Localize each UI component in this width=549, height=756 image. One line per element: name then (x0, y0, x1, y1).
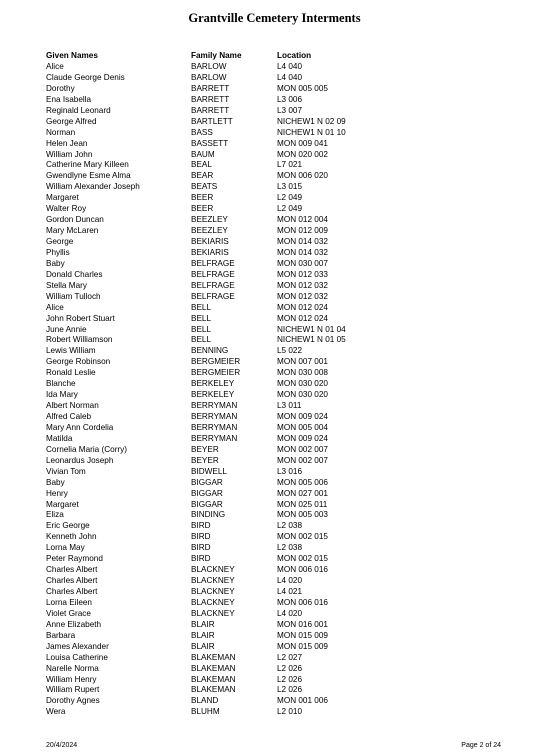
table-row (0, 139, 549, 150)
location-cell: NICHEW1 N 01 05 (277, 335, 346, 345)
location-cell: MON 030 020 (277, 390, 328, 400)
table-row (0, 379, 549, 390)
location-cell: MON 014 032 (277, 247, 328, 257)
given-name-cell: Lewis William (46, 346, 96, 356)
table-row (0, 675, 549, 686)
location-cell: MON 030 007 (277, 258, 328, 268)
location-cell: MON 012 033 (277, 269, 328, 279)
given-name-cell: Lorna Eileen (46, 597, 92, 607)
family-name-cell: BEYER (191, 455, 219, 465)
given-name-cell: Alice (46, 62, 64, 71)
table-row (0, 117, 549, 128)
table-row (0, 270, 549, 281)
table-row (0, 587, 549, 598)
header-location: Location (277, 51, 312, 60)
location-cell: L2 038 (277, 521, 303, 531)
family-name-cell: BERRYMAN (191, 422, 238, 432)
given-name-cell: Barbara (46, 630, 76, 640)
location-cell: MON 012 009 (277, 226, 328, 236)
table-row (0, 346, 549, 357)
family-name-cell: BARRETT (191, 105, 230, 115)
location-cell: MON 009 024 (277, 433, 328, 443)
family-name-cell: BERRYMAN (191, 401, 238, 411)
location-cell: L2 010 (277, 707, 303, 717)
family-name-cell: BLACKNEY (191, 565, 235, 575)
given-name-cell: Vivian Tom (46, 466, 86, 476)
table-row (0, 259, 549, 270)
given-name-cell: Baby (46, 258, 65, 268)
location-cell: NICHEW1 N 02 09 (277, 116, 346, 126)
given-name-cell: Charles Albert (46, 565, 98, 575)
location-cell: L5 022 (277, 346, 303, 356)
table-row (0, 521, 549, 532)
family-name-cell: BELL (191, 324, 212, 334)
location-cell: MON 020 002 (277, 149, 328, 159)
table-row (0, 303, 549, 314)
table-row (0, 335, 549, 346)
given-name-cell: Stella Mary (46, 280, 87, 290)
given-name-cell: James Alexander (46, 641, 109, 651)
location-cell: MON 001 006 (277, 696, 328, 706)
table-row (0, 368, 549, 379)
given-name-cell: William Tulloch (46, 291, 101, 301)
location-cell: L2 026 (277, 663, 303, 673)
family-name-cell: BIGGAR (191, 477, 223, 487)
family-name-cell: BIGGAR (191, 499, 223, 509)
location-cell: MON 027 001 (277, 488, 328, 498)
family-name-cell: BELFRAGE (191, 280, 235, 290)
given-name-cell: Robert Williamson (46, 335, 113, 345)
family-name-cell: BERRYMAN (191, 433, 238, 443)
table-row (0, 314, 549, 325)
family-name-cell: BIRD (191, 554, 211, 564)
table-row (0, 171, 549, 182)
given-name-cell: Charles Albert (46, 576, 98, 586)
family-name-cell: BEKIARIS (191, 247, 229, 257)
location-cell: MON 007 001 (277, 357, 328, 367)
family-name-cell: BELFRAGE (191, 258, 235, 268)
table-row (0, 237, 549, 248)
family-name-cell: BEER (191, 204, 214, 214)
location-cell: MON 012 024 (277, 302, 328, 312)
given-name-cell: Claude George Denis (46, 72, 125, 82)
given-name-cell: Phyllis (46, 247, 70, 257)
family-name-cell: BARRETT (191, 83, 230, 93)
given-name-cell: John Robert Stuart (46, 313, 115, 323)
family-name-cell: BIRD (191, 521, 211, 531)
location-cell: MON 002 015 (277, 554, 328, 564)
family-name-cell: BEER (191, 193, 214, 203)
location-cell: NICHEW1 N 01 04 (277, 324, 346, 334)
given-name-cell: Helen Jean (46, 138, 88, 148)
table-row (0, 565, 549, 576)
table-row (0, 150, 549, 161)
location-cell: MON 005 006 (277, 477, 328, 487)
table-row (0, 401, 549, 412)
header-family-name: Family Name (191, 51, 242, 60)
table-row (0, 128, 549, 139)
table-row (0, 193, 549, 204)
family-name-cell: BEKIARIS (191, 237, 229, 246)
family-name-cell: BLACKNEY (191, 576, 235, 586)
family-name-cell: BEEZLEY (191, 226, 228, 236)
family-name-cell: BEEZLEY (191, 215, 228, 225)
location-cell: MON 005 005 (277, 83, 328, 93)
given-name-cell: Leonardus Joseph (46, 455, 114, 465)
family-name-cell: BINDING (191, 510, 226, 520)
family-name-cell: BELFRAGE (191, 269, 235, 279)
family-name-cell: BARLOW (191, 72, 227, 82)
given-name-cell: Mary Ann Cordelia (46, 422, 114, 432)
family-name-cell: BELFRAGE (191, 291, 235, 301)
location-cell: L2 027 (277, 652, 303, 662)
table-row (0, 707, 549, 718)
table-row (0, 543, 549, 554)
location-cell: MON 012 032 (277, 291, 328, 301)
family-name-cell: BEAR (191, 171, 214, 181)
family-name-cell: BLAKEMAN (191, 685, 236, 695)
table-row (0, 160, 549, 171)
given-name-cell: Anne Elizabeth (46, 619, 102, 629)
footer-page-number: Page 2 of 24 (461, 742, 501, 749)
family-name-cell: BARTLETT (191, 116, 233, 126)
location-cell: L4 040 (277, 72, 303, 82)
table-row (0, 226, 549, 237)
family-name-cell: BELL (191, 302, 212, 312)
family-name-cell: BLAND (191, 696, 219, 706)
family-name-cell: BLAIR (191, 619, 215, 629)
family-name-cell: BEAL (191, 160, 212, 170)
given-name-cell: Gwendlyne Esme Alma (46, 171, 131, 181)
table-row (0, 95, 549, 106)
location-cell: L2 049 (277, 204, 303, 214)
given-name-cell: Eliza (46, 510, 64, 520)
location-cell: MON 005 003 (277, 510, 328, 520)
table-row (0, 215, 549, 226)
location-cell: MON 009 041 (277, 138, 328, 148)
given-name-cell: Catherine Mary Killeen (46, 160, 129, 170)
table-row (0, 281, 549, 292)
given-name-cell: Kenneth John (46, 532, 97, 542)
table-row (0, 445, 549, 456)
family-name-cell: BIGGAR (191, 488, 223, 498)
table-row (0, 390, 549, 401)
given-name-cell: Peter Raymond (46, 554, 103, 564)
family-name-cell: BLACKNEY (191, 597, 235, 607)
location-cell: MON 012 024 (277, 313, 328, 323)
table-row (0, 500, 549, 511)
family-name-cell: BIRD (191, 532, 211, 542)
location-cell: L2 038 (277, 543, 303, 553)
family-name-cell: BELL (191, 313, 212, 323)
table-row (0, 510, 549, 521)
location-cell: L4 040 (277, 62, 303, 71)
location-cell: L4 021 (277, 587, 303, 596)
family-name-cell: BERKELEY (191, 379, 235, 389)
family-name-cell: BERGMEIER (191, 357, 241, 367)
table-row (0, 456, 549, 467)
location-cell: MON 009 024 (277, 412, 328, 421)
location-cell: L7 021 (277, 160, 303, 170)
location-cell: MON 002 007 (277, 455, 328, 465)
table-row (0, 685, 549, 696)
location-cell: MON 015 009 (277, 641, 328, 651)
page-title: Grantville Cemetery Interments (188, 11, 361, 25)
given-name-cell: Narelle Norma (46, 663, 99, 673)
table-row (0, 412, 549, 423)
family-name-cell: BAUM (191, 149, 215, 159)
table-row (0, 653, 549, 664)
location-cell: MON 015 009 (277, 630, 328, 640)
table-row (0, 576, 549, 587)
given-name-cell: Albert Norman (46, 401, 99, 411)
given-name-cell: Violet Grace (46, 608, 91, 618)
table-row (0, 696, 549, 707)
location-cell: MON 016 001 (277, 619, 328, 629)
given-name-cell: Ida Mary (46, 390, 78, 400)
given-name-cell: Donald Charles (46, 269, 103, 279)
table-row (0, 434, 549, 445)
family-name-cell: BERKELEY (191, 390, 235, 400)
location-cell: MON 006 016 (277, 565, 328, 575)
location-cell: MON 002 015 (277, 532, 328, 542)
given-name-cell: Walter Roy (46, 204, 87, 214)
family-name-cell: BLACKNEY (191, 608, 235, 618)
table-row (0, 598, 549, 609)
given-name-cell: Alfred Caleb (46, 412, 92, 421)
family-name-cell: BERGMEIER (191, 368, 241, 378)
given-name-cell: Dorothy Agnes (46, 696, 100, 706)
location-cell: MON 014 032 (277, 237, 328, 246)
family-name-cell: BERRYMAN (191, 412, 238, 421)
location-cell: MON 006 020 (277, 171, 328, 181)
location-cell: L2 026 (277, 674, 303, 684)
given-name-cell: George Alfred (46, 116, 97, 126)
table-row (0, 620, 549, 631)
location-cell: L3 011 (277, 401, 302, 411)
given-name-cell: Louisa Catherine (46, 652, 108, 662)
given-name-cell: Norman (46, 127, 76, 137)
given-name-cell: Blanche (46, 379, 76, 389)
given-name-cell: Henry (46, 488, 68, 498)
given-name-cell: Gordon Duncan (46, 215, 104, 225)
table-row (0, 106, 549, 117)
family-name-cell: BASS (191, 127, 213, 137)
table-row (0, 292, 549, 303)
given-name-cell: George (46, 237, 74, 246)
given-name-cell: Lorna May (46, 543, 85, 553)
given-name-cell: Ena Isabella (46, 94, 92, 104)
table-row (0, 489, 549, 500)
given-name-cell: William John (46, 149, 93, 159)
family-name-cell: BIDWELL (191, 466, 227, 476)
given-name-cell: Matilda (46, 433, 73, 443)
table-row (0, 325, 549, 336)
table-row (0, 423, 549, 434)
family-name-cell: BASSETT (191, 138, 229, 148)
location-cell: L2 049 (277, 193, 303, 203)
table-row (0, 248, 549, 259)
location-cell: MON 006 016 (277, 597, 328, 607)
given-name-cell: George Robinson (46, 357, 111, 367)
location-cell: L2 026 (277, 685, 303, 695)
header-given-names: Given Names (46, 51, 98, 60)
family-name-cell: BLAKEMAN (191, 652, 236, 662)
location-cell: L3 015 (277, 182, 303, 192)
given-name-cell: Dorothy (46, 83, 75, 93)
family-name-cell: BELL (191, 335, 212, 345)
family-name-cell: BEATS (191, 182, 218, 192)
location-cell: NICHEW1 N 01 10 (277, 127, 346, 137)
given-name-cell: June Annie (46, 324, 87, 334)
family-name-cell: BLAIR (191, 630, 215, 640)
table-row (0, 554, 549, 565)
location-cell: MON 030 008 (277, 368, 328, 378)
table-row (0, 631, 549, 642)
location-cell: MON 030 020 (277, 379, 328, 389)
given-name-cell: Ronald Leslie (46, 368, 96, 378)
given-name-cell: Cornelia Maria (Corry) (46, 444, 127, 454)
table-row (0, 532, 549, 543)
location-cell: L3 006 (277, 94, 303, 104)
table-row (0, 664, 549, 675)
location-cell: MON 005 004 (277, 422, 328, 432)
family-name-cell: BENNING (191, 346, 229, 356)
table-row (0, 609, 549, 620)
table-row (0, 642, 549, 653)
table-row (0, 478, 549, 489)
family-name-cell: BLUHM (191, 707, 220, 717)
family-name-cell: BIRD (191, 543, 211, 553)
family-name-cell: BLACKNEY (191, 587, 235, 596)
location-cell: L4 020 (277, 608, 303, 618)
given-name-cell: Charles Albert (46, 587, 98, 596)
table-row (0, 467, 549, 478)
given-name-cell: William Alexander Joseph (46, 182, 140, 192)
given-name-cell: Reginald Leonard (46, 105, 111, 115)
location-cell: MON 025 011 (277, 499, 328, 509)
given-name-cell: Mary McLaren (46, 226, 99, 236)
location-cell: MON 012 032 (277, 280, 328, 290)
footer-date: 20/4/2024 (46, 742, 78, 749)
table-row (0, 357, 549, 368)
given-name-cell: Margaret (46, 499, 79, 509)
location-cell: L3 016 (277, 466, 303, 476)
given-name-cell: Baby (46, 477, 65, 487)
given-name-cell: Wera (46, 707, 66, 717)
given-name-cell: William Henry (46, 674, 97, 684)
table-row (0, 73, 549, 84)
given-name-cell: Alice (46, 302, 64, 312)
interments-table (0, 62, 549, 718)
given-name-cell: Eric George (46, 521, 90, 531)
family-name-cell: BLAKEMAN (191, 674, 236, 684)
table-row (0, 204, 549, 215)
location-cell: L3 007 (277, 105, 303, 115)
family-name-cell: BLAIR (191, 641, 215, 651)
family-name-cell: BARLOW (191, 62, 227, 71)
given-name-cell: Margaret (46, 193, 79, 203)
given-name-cell: William Rupert (46, 685, 100, 695)
location-cell: MON 002 007 (277, 444, 328, 454)
location-cell: L4 020 (277, 576, 303, 586)
family-name-cell: BEYER (191, 444, 219, 454)
family-name-cell: BLAKEMAN (191, 663, 236, 673)
location-cell: MON 012 004 (277, 215, 328, 225)
table-row (0, 182, 549, 193)
table-row (0, 84, 549, 95)
family-name-cell: BARRETT (191, 94, 230, 104)
table-row (0, 62, 549, 73)
